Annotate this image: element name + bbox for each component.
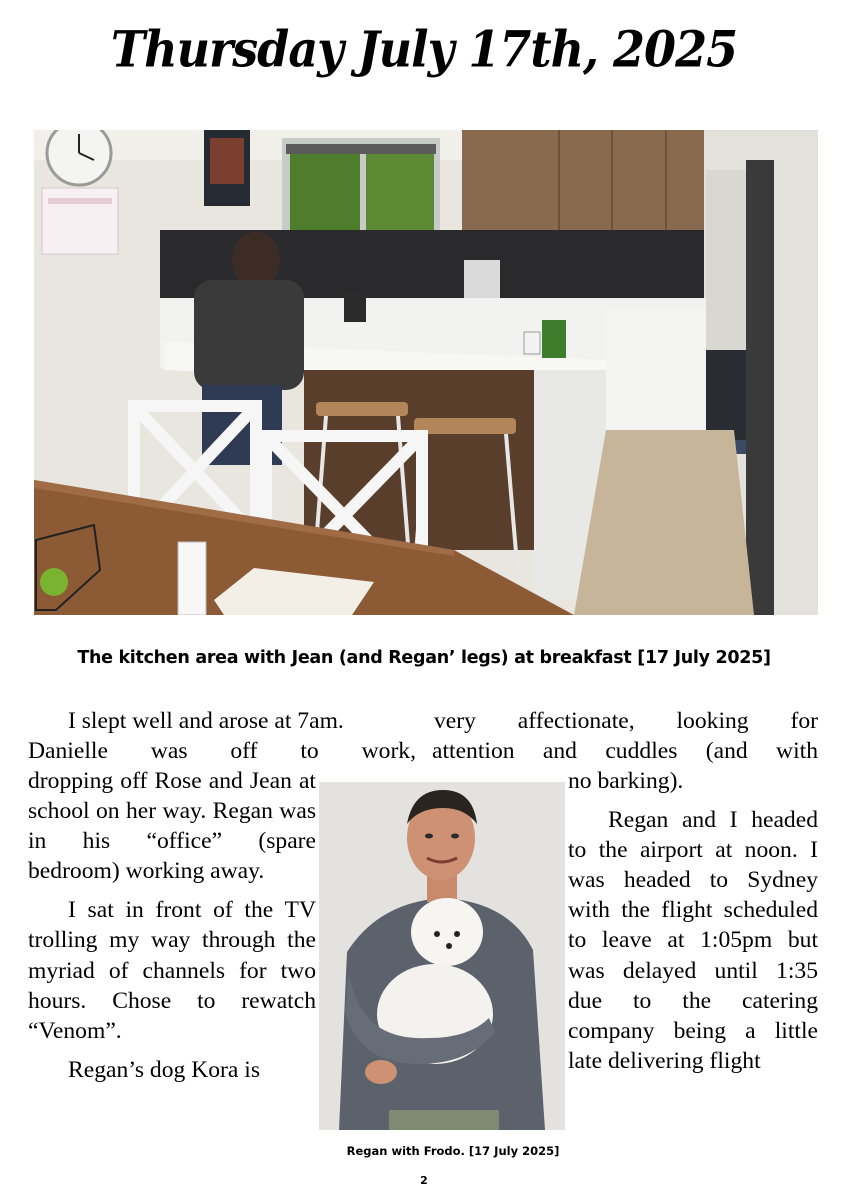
right-paragraph-2: Regan and I headed to the airport at noon. I was headed to Sydney with the flight scheduled to leave at 1:05pm but was delayed until 1:35 due to the catering company being a little late delivering flight <box>568 807 818 1074</box>
right-column <box>568 766 818 1076</box>
left-paragraph-2: I sat in front of the TV trolling my way through the myriad of channels for two hours. Chose to rewatch “Venom”. <box>28 897 316 1044</box>
kitchen-photo <box>34 130 818 615</box>
body-line-2-left: Danielle was off to work, <box>28 738 416 764</box>
right-paragraph-1: no barking). <box>568 768 684 794</box>
left-paragraph-1: dropping off Rose and Jean at school on her way. Regan was in his “office” (spare bedroom) working away. <box>28 768 316 885</box>
main-photo-caption: The kitchen area with Jean (and Regan’ legs) at breakfast [17 July 2025] <box>77 648 771 668</box>
body-line-2 <box>28 736 818 766</box>
body-line-1-right: very affectionate, looking for <box>434 708 818 734</box>
page-number: 2 <box>420 1174 428 1187</box>
body-line-1-left: I slept well and arose at 7am. <box>68 708 344 734</box>
body-line-2-right: attention and cuddles (and with <box>432 738 818 764</box>
dog-photo-caption: Regan with Frodo. [17 July 2025] <box>346 1144 560 1158</box>
left-column <box>28 766 316 1085</box>
left-paragraph-3: Regan’s dog Kora is <box>68 1056 260 1083</box>
dog-photo <box>319 782 565 1130</box>
body-line-1 <box>28 706 818 736</box>
page-title: Thursday July 17th, 2025 <box>110 19 738 79</box>
